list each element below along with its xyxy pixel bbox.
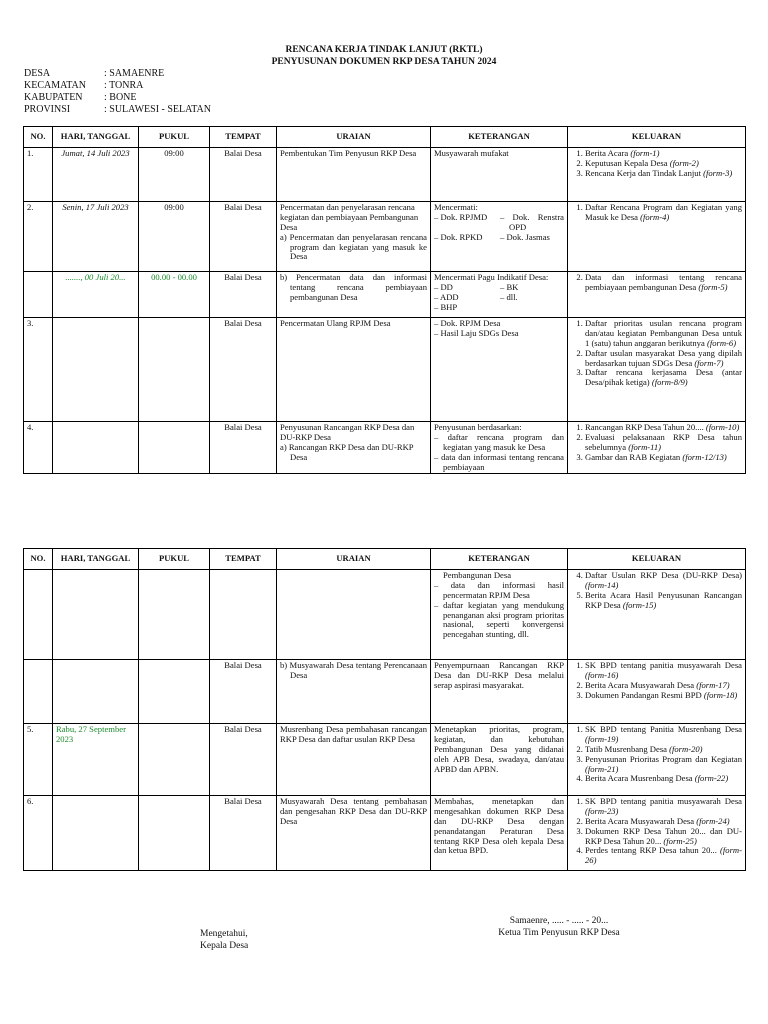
output-text: Tatib Musrenbang Desa xyxy=(585,743,670,754)
keluaran-list xyxy=(571,319,742,388)
cell-date: Senin, 17 Juli 2023 xyxy=(53,202,139,272)
list-item xyxy=(585,349,742,369)
form-ref: (form-7) xyxy=(694,357,724,368)
output-text: Daftar usulan masyarakat Desa yang dipilah berdasarkan tujuan SDGs Desa xyxy=(585,347,742,368)
form-ref: (form-8/9) xyxy=(651,377,688,388)
cell-uraian: Pencermatan Ulang RPJM Desa xyxy=(277,318,431,422)
cell-time: 09:00 xyxy=(139,202,210,272)
cell-no xyxy=(24,272,53,318)
form-ref: (form-16) xyxy=(585,669,619,680)
output-text: Daftar rencana kerjasama Desa (antar Desa/pihak ketiga) xyxy=(585,367,742,388)
cell-time: 09:00 xyxy=(139,148,210,202)
output-text: Berita Acara Musyawarah Desa xyxy=(585,679,697,690)
list-item xyxy=(585,169,742,179)
list-item: – Dok. Jasmas xyxy=(500,233,564,243)
cell-uraian xyxy=(277,202,431,272)
cell-time xyxy=(139,660,210,724)
cell-place: Balai Desa xyxy=(210,202,277,272)
uraian-text: Pencermatan dan penyelarasan rencana kegiatan dan pembiayaan Pembangunan Desa xyxy=(280,202,419,232)
keterangan-list xyxy=(434,319,564,339)
form-ref: (form-12/13) xyxy=(682,451,727,462)
output-text: Penyusunan Prioritas Program dan Kegiatan xyxy=(585,753,742,764)
list-item: – DD xyxy=(434,283,498,293)
output-text: Berita Acara xyxy=(585,148,631,158)
table-header-row xyxy=(24,549,746,570)
output-text: Rancangan RKP Desa Tahun 20.... xyxy=(585,422,706,432)
keterangan-title: Mencermati Pagu Indikatif Desa: xyxy=(434,272,549,282)
table-row xyxy=(24,660,746,724)
header-keluaran: KELUARAN xyxy=(568,127,746,148)
cell-keluaran xyxy=(568,660,746,724)
list-item xyxy=(585,827,742,847)
identity-value: : SULAWESI - SELATAN xyxy=(104,104,212,115)
uraian-sub-a: a) Rancangan RKP Desa dan DU-RKP Desa xyxy=(280,441,414,462)
form-ref: (form-24) xyxy=(696,815,730,826)
keluaran-list xyxy=(571,149,742,179)
list-item: – data dan informasi hasil pencermatan RPJM Desa xyxy=(434,581,564,601)
header-time: PUKUL xyxy=(139,127,210,148)
list-item xyxy=(585,203,742,223)
cell-place: Balai Desa xyxy=(210,272,277,318)
keterangan-list xyxy=(434,213,564,243)
list-item: – BHP xyxy=(434,303,498,313)
identity-key: KECAMATAN xyxy=(24,80,86,91)
cell-keluaran xyxy=(568,570,746,660)
cell-no xyxy=(24,660,53,724)
output-text: Daftar prioritas usulan rencana program dan/atau kegiatan Pembangunan Desa untuk 1 (satu) tahun anggaran berikutnya xyxy=(585,318,742,348)
output-text: Data dan informasi tentang rencana pembiayaan pembangunan Desa xyxy=(585,272,742,292)
form-ref: (form-5) xyxy=(698,281,728,292)
cell-keluaran xyxy=(568,202,746,272)
signature-left-line-1: Mengetahui, xyxy=(200,929,248,939)
form-ref: (form-2) xyxy=(669,157,699,168)
form-ref: (form-25) xyxy=(663,835,697,846)
cell-keterangan xyxy=(431,570,568,660)
table-row xyxy=(24,318,746,422)
list-item: – Dok. RPJMD xyxy=(434,213,498,233)
keluaran-list xyxy=(571,571,742,611)
cell-date xyxy=(53,660,139,724)
table-row xyxy=(24,724,746,796)
keterangan-lead: Pembangunan Desa xyxy=(443,570,512,580)
form-ref: (form-17) xyxy=(696,679,730,690)
identity-value: : SAMAENRE xyxy=(104,68,165,79)
form-ref: (form-22) xyxy=(694,773,729,784)
keluaran-list xyxy=(571,273,742,293)
cell-time xyxy=(139,570,210,660)
table-row xyxy=(24,272,746,318)
cell-place: Balai Desa xyxy=(210,148,277,202)
cell-no xyxy=(24,570,53,660)
keluaran-list xyxy=(571,423,742,463)
output-text: Rencana Kerja dan Tindak Lanjut xyxy=(585,167,704,178)
list-item xyxy=(585,273,742,293)
table-row xyxy=(24,570,746,660)
uraian-sub-a: a) Pencermatan dan penyelarasan rencana program dan kegiatan yang masuk ke Desa xyxy=(280,231,427,262)
keterangan-title: Penyusunan berdasarkan: xyxy=(434,422,522,432)
form-ref: (form-1) xyxy=(630,148,660,158)
cell-uraian xyxy=(277,570,431,660)
cell-place: Balai Desa xyxy=(210,318,277,422)
keterangan-list xyxy=(434,581,564,640)
output-text: Berita Acara Musyawarah Desa xyxy=(585,815,697,826)
list-item xyxy=(585,846,742,866)
output-text: SK BPD tentang panitia musyawarah Desa xyxy=(585,660,742,670)
header-no: NO. xyxy=(24,127,53,148)
table-row xyxy=(24,148,746,202)
form-ref: (form-26) xyxy=(585,845,742,866)
list-item xyxy=(585,691,742,701)
list-item: – Hasil Laju SDGs Desa xyxy=(434,329,564,339)
header-keterangan: KETERANGAN xyxy=(431,549,568,570)
form-ref: (form-23) xyxy=(585,805,619,816)
table-row xyxy=(24,796,746,871)
output-text: Dokumen RKP Desa Tahun 20... dan DU-RKP Desa Tahun 20... xyxy=(585,825,742,846)
cell-time xyxy=(139,422,210,474)
identity-key: DESA xyxy=(24,68,51,79)
cell-keterangan: Menetapkan prioritas, program, kegiatan, dan kebutuhan Pembangunan Desa yang didanai oleh APB Desa, swadaya, dan/atau APBD dan APBN. xyxy=(431,724,568,796)
keluaran-list xyxy=(571,797,742,866)
cell-date xyxy=(53,318,139,422)
header-date: HARI, TANGGAL xyxy=(53,127,139,148)
rktl-table-page-1 xyxy=(23,126,746,474)
list-item xyxy=(585,725,742,745)
header-keluaran: KELUARAN xyxy=(568,549,746,570)
cell-time xyxy=(139,796,210,871)
cell-date xyxy=(53,570,139,660)
list-item: – Dok. RPKD xyxy=(434,233,498,243)
cell-uraian xyxy=(277,422,431,474)
cell-keluaran xyxy=(568,724,746,796)
signature-right xyxy=(494,915,624,939)
cell-keluaran xyxy=(568,796,746,871)
cell-no: 3. xyxy=(24,318,53,422)
header-keterangan: KETERANGAN xyxy=(431,127,568,148)
identity-row xyxy=(24,104,211,116)
output-text: Perdes tentang RKP Desa tahun 20... xyxy=(585,845,721,856)
list-item: – dll. xyxy=(500,293,564,303)
form-ref: (form-11) xyxy=(628,441,661,452)
cell-date xyxy=(53,796,139,871)
signature-left-line-2: Kepala Desa xyxy=(200,941,249,951)
cell-keterangan: Musyawarah mufakat xyxy=(431,148,568,202)
cell-date: Rabu, 27 September 2023 xyxy=(53,724,139,796)
output-text: Gambar dan RAB Kegiatan xyxy=(585,451,683,462)
output-text: SK BPD tentang panitia musyawarah Desa xyxy=(585,796,742,806)
cell-keterangan xyxy=(431,202,568,272)
list-item xyxy=(585,453,742,463)
cell-date: Jumat, 14 Juli 2023 xyxy=(53,148,139,202)
list-item: – daftar rencana program dan kegiatan yang masuk ke Desa xyxy=(434,433,564,453)
list-item xyxy=(585,661,742,681)
list-item: – daftar kegiatan yang mendukung penanganan aksi program prioritas nasional, seperti konvergensi pencegahan stunting, dll. xyxy=(434,601,564,641)
output-text: Evaluasi pelaksanaan RKP Desa tahun sebelumnya xyxy=(585,431,742,452)
form-ref: (form-6) xyxy=(706,337,737,348)
cell-keterangan xyxy=(431,318,568,422)
form-ref: (form-21) xyxy=(585,763,619,774)
form-ref: (form-3) xyxy=(703,167,733,178)
cell-keterangan: Penyempurnaan Rancangan RKP Desa dan DU-RKP Desa melalui serap aspirasi masyarakat. xyxy=(431,660,568,724)
cell-place: Balai Desa xyxy=(210,660,277,724)
list-item xyxy=(585,319,742,349)
header-time: PUKUL xyxy=(139,549,210,570)
identity-value: : TONRA xyxy=(104,80,144,91)
cell-time xyxy=(139,724,210,796)
keterangan-title: Mencermati: xyxy=(434,202,478,212)
cell-time: 00.00 - 00.00 xyxy=(139,272,210,318)
cell-keterangan xyxy=(431,272,568,318)
uraian-text: Penyusunan Rancangan RKP Desa dan DU-RKP Desa xyxy=(280,422,415,442)
header-place: TEMPAT xyxy=(210,127,277,148)
list-item: – Dok. RPJM Desa xyxy=(434,319,564,329)
identity-key: PROVINSI xyxy=(24,104,71,115)
list-item: – data dan informasi tentang rencana pembiayaan xyxy=(434,453,564,473)
list-item xyxy=(585,591,742,611)
cell-keluaran xyxy=(568,318,746,422)
cell-keterangan: Membahas, menetapkan dan mengesahkan dokumen RKP Desa dan DU-RKP Desa dengan penandatangan Peraturan Desa tentang RKP Desa oleh kepala Desa dan ketua BPD. xyxy=(431,796,568,871)
rktl-table-page-2 xyxy=(23,548,746,871)
keluaran-list xyxy=(571,661,742,701)
cell-keterangan xyxy=(431,422,568,474)
header-uraian: URAIAN xyxy=(277,549,431,570)
identity-value: : BONE xyxy=(104,92,137,103)
list-item xyxy=(585,755,742,775)
cell-no: 2. xyxy=(24,202,53,272)
table-row xyxy=(24,422,746,474)
form-ref: (form-20) xyxy=(669,743,703,754)
table-row xyxy=(24,202,746,272)
list-item: – BK xyxy=(500,283,564,293)
signature-left xyxy=(200,928,248,952)
cell-keluaran xyxy=(568,148,746,202)
output-text: Daftar Usulan RKP Desa (DU-RKP Desa) xyxy=(585,570,742,580)
cell-uraian: b) Musyawarah Desa tentang Perencanaan Desa xyxy=(277,660,431,724)
signature-place-date: Samaenre, ..... - ..... - 20... xyxy=(509,916,609,926)
identity-row xyxy=(24,80,211,92)
form-ref: (form-14) xyxy=(585,579,619,590)
header-no: NO. xyxy=(24,549,53,570)
header-date: HARI, TANGGAL xyxy=(53,549,139,570)
cell-place xyxy=(210,570,277,660)
list-item: – ADD xyxy=(434,293,498,303)
table-header-row xyxy=(24,127,746,148)
identity-row xyxy=(24,68,211,80)
form-ref: (form-15) xyxy=(622,599,657,610)
output-text: Berita Acara Musrenbang Desa xyxy=(585,773,695,784)
list-item xyxy=(585,433,742,453)
cell-uraian: Pembentukan Tim Penyusun RKP Desa xyxy=(277,148,431,202)
keluaran-list xyxy=(571,203,742,223)
list-item xyxy=(585,774,742,784)
cell-uraian: b) Pencermatan data dan informasi tentang rencana pembiayaan pembangunan Desa xyxy=(277,272,431,318)
cell-date: ......., 00 Juli 20... xyxy=(53,272,139,318)
document-subtitle: PENYUSUNAN DOKUMEN RKP DESA TAHUN 2024 xyxy=(271,57,497,67)
cell-place: Balai Desa xyxy=(210,422,277,474)
identity-block xyxy=(24,68,211,116)
cell-keluaran xyxy=(568,272,746,318)
header-uraian: URAIAN xyxy=(277,127,431,148)
cell-uraian: Musrenbang Desa pembahasan rancangan RKP Desa dan daftar usulan RKP Desa xyxy=(277,724,431,796)
form-ref: (form-4) xyxy=(640,211,670,222)
document-title: RENCANA KERJA TINDAK LANJUT (RKTL) xyxy=(285,45,483,55)
list-item xyxy=(585,368,742,388)
cell-no: 6. xyxy=(24,796,53,871)
cell-no: 5. xyxy=(24,724,53,796)
identity-key: KABUPATEN xyxy=(24,92,83,103)
output-text: Daftar Rencana Program dan Kegiatan yang Masuk ke Desa xyxy=(585,202,742,222)
cell-no: 4. xyxy=(24,422,53,474)
header-place: TEMPAT xyxy=(210,549,277,570)
cell-no: 1. xyxy=(24,148,53,202)
signature-right-role: Ketua Tim Penyusun RKP Desa xyxy=(498,928,620,938)
output-text: Dokumen Pandangan Resmi BPD xyxy=(585,689,704,700)
list-item: – Dok. Renstra OPD xyxy=(500,213,564,233)
identity-row xyxy=(24,92,211,104)
form-ref: (form-10) xyxy=(705,422,740,432)
output-text: Keputusan Kepala Desa xyxy=(585,157,670,168)
list-item xyxy=(585,571,742,591)
cell-date xyxy=(53,422,139,474)
output-text: Berita Acara Hasil Penyusunan Rancangan RKP Desa xyxy=(585,589,742,610)
keterangan-list xyxy=(434,283,564,313)
cell-place: Balai Desa xyxy=(210,796,277,871)
form-ref: (form-18) xyxy=(703,689,738,700)
keluaran-list xyxy=(571,725,742,784)
list-item xyxy=(585,797,742,817)
cell-time xyxy=(139,318,210,422)
output-text: SK BPD tentang Panitia Musrenbang Desa xyxy=(585,724,742,734)
form-ref: (form-19) xyxy=(585,733,619,744)
cell-place: Balai Desa xyxy=(210,724,277,796)
cell-uraian: Musyawarah Desa tentang pembahasan dan pengesahan RKP Desa dan DU-RKP Desa xyxy=(277,796,431,871)
keterangan-list xyxy=(434,433,564,473)
cell-keluaran xyxy=(568,422,746,474)
